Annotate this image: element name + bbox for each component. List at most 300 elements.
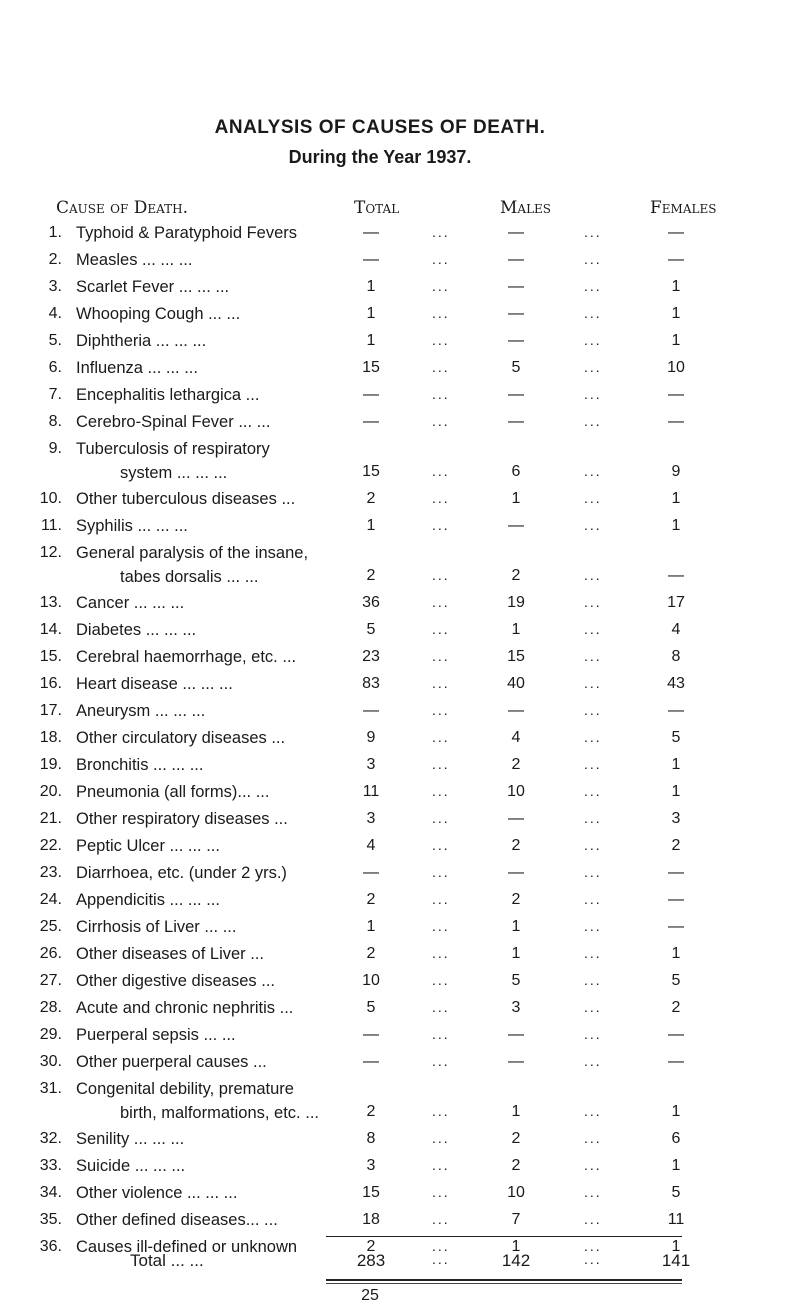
total-value: 5	[366, 999, 376, 1016]
cause-text: Cancer ... ... ...	[76, 594, 185, 612]
females-value: 1	[671, 517, 681, 534]
dot-leader: ...	[584, 918, 602, 934]
dot-leader: ...	[584, 972, 602, 988]
row-number: 35.	[39, 1211, 62, 1228]
total-value: 1	[366, 332, 376, 349]
dot-leader: ...	[584, 278, 602, 294]
cause-text: Syphilis ... ... ...	[76, 517, 188, 535]
row-number: 11.	[40, 517, 62, 534]
dot-leader: ...	[432, 386, 450, 402]
cause-label	[76, 224, 376, 243]
males-value: 5	[511, 359, 521, 376]
cause-label	[76, 702, 376, 721]
dot-leader: ...	[584, 675, 602, 691]
row-number: 30.	[39, 1053, 62, 1070]
row-number: 20.	[39, 783, 62, 800]
table-row	[0, 515, 800, 542]
cause-text: Peptic Ulcer ... ... ...	[76, 837, 220, 855]
cause-text: Other respiratory diseases ...	[76, 810, 288, 828]
cause-text: Cerebro-Spinal Fever ... ...	[76, 413, 271, 431]
total-value: 15	[362, 1184, 380, 1201]
males-value: —	[508, 702, 524, 719]
cause-text: General paralysis of the insane,	[76, 544, 309, 562]
dot-leader: ...	[584, 729, 602, 745]
dot-leader: ...	[432, 621, 450, 637]
row-number: 25.	[39, 918, 62, 935]
males-value: 2	[511, 756, 521, 773]
males-value: —	[508, 278, 524, 295]
dot-leader: ...	[584, 891, 602, 907]
table-row	[0, 673, 800, 700]
females-value: 1	[671, 1238, 681, 1255]
table-row	[0, 330, 800, 357]
dot-leader: ...	[584, 1211, 602, 1227]
cause-label	[76, 972, 376, 991]
dot-leader: ...	[432, 729, 450, 745]
females-value: —	[668, 918, 684, 935]
cause-label	[76, 1130, 376, 1149]
cause-text: Cerebral haemorrhage, etc. ...	[76, 648, 297, 666]
females-value: 1	[671, 1157, 681, 1174]
table-row	[0, 438, 800, 488]
cause-text: Diphtheria ... ... ...	[76, 332, 207, 350]
total-value: 5	[366, 621, 376, 638]
total-value: 9	[366, 729, 376, 746]
total-males: 142	[501, 1251, 531, 1270]
row-number: 21.	[39, 810, 62, 827]
females-value: 3	[671, 810, 681, 827]
row-number: 29.	[39, 1026, 62, 1043]
table-row	[0, 357, 800, 384]
cause-label	[76, 999, 376, 1018]
row-number: 12.	[39, 544, 62, 561]
females-value: 1	[671, 332, 681, 349]
dot-leader: ...	[432, 675, 450, 691]
males-value: —	[508, 251, 524, 268]
cause-text: Scarlet Fever ... ... ...	[76, 278, 230, 296]
cause-label	[76, 1184, 376, 1203]
females-value: 2	[671, 999, 681, 1016]
males-value: 2	[511, 891, 521, 908]
females-value: 1	[671, 278, 681, 295]
females-value: 2	[671, 837, 681, 854]
dot-leader: ...	[584, 648, 602, 664]
dot-leader: ...	[584, 810, 602, 826]
row-number: 1.	[48, 224, 62, 241]
total-rule-top	[326, 1236, 682, 1237]
dot-leader: ...	[432, 305, 450, 321]
cause-text: Whooping Cough ... ...	[76, 305, 241, 323]
dot-leader: ...	[432, 1103, 450, 1119]
cause-text: Other puerperal causes ...	[76, 1053, 267, 1071]
cause-text: Acute and chronic nephritis ...	[76, 999, 294, 1017]
dot-leader: ...	[584, 1157, 602, 1173]
table-row	[0, 808, 800, 835]
cause-label	[76, 783, 376, 802]
page-title: ANALYSIS OF CAUSES OF DEATH.	[214, 117, 546, 138]
males-value: 1	[511, 918, 521, 935]
row-number: 23.	[39, 864, 62, 881]
header-females: Females	[650, 198, 717, 218]
total-females: 141	[661, 1251, 691, 1270]
males-value: —	[508, 305, 524, 322]
dot-leader: ...	[432, 1157, 450, 1173]
females-value: 1	[671, 945, 681, 962]
cause-text: Bronchitis ... ... ...	[76, 756, 204, 774]
dot-leader: ...	[584, 359, 602, 375]
cause-label	[76, 621, 376, 640]
males-value: 1	[511, 1103, 521, 1120]
males-value: —	[508, 224, 524, 241]
dot-leader: ...	[584, 251, 602, 267]
dot-leader: ...	[432, 810, 450, 826]
cause-text: Puerperal sepsis ... ...	[76, 1026, 236, 1044]
females-value: —	[668, 413, 684, 430]
cause-text: Other circulatory diseases ...	[76, 729, 286, 747]
dot-leader: ...	[432, 1211, 450, 1227]
cause-text: Other tuberculous diseases ...	[76, 490, 296, 508]
dot-leader: ...	[584, 1184, 602, 1200]
males-value: 2	[511, 567, 521, 584]
header-total: Total	[354, 198, 400, 218]
table-row	[0, 835, 800, 862]
dot-leader: ...	[584, 783, 602, 799]
cause-label	[76, 1053, 376, 1072]
table-row	[0, 303, 800, 330]
table-row	[0, 592, 800, 619]
dot-leader: ...	[584, 621, 602, 637]
males-value: —	[508, 517, 524, 534]
females-value: 1	[671, 490, 681, 507]
cause-text: Measles ... ... ...	[76, 251, 193, 269]
cause-text-continued: system ... ... ...	[120, 464, 228, 482]
row-number: 10.	[39, 490, 62, 507]
causes-table	[0, 222, 800, 1263]
males-value: 15	[507, 648, 525, 665]
dot-leader: ...	[584, 567, 602, 583]
row-number: 22.	[39, 837, 62, 854]
table-row	[0, 997, 800, 1024]
dot-leader: ...	[584, 864, 602, 880]
row-number: 31.	[39, 1080, 62, 1097]
dot-leader: ...	[432, 1130, 450, 1146]
dot-leader: ...	[432, 251, 450, 267]
females-value: 43	[667, 675, 685, 692]
header-cause: Cause of Death.	[56, 198, 189, 218]
row-number: 13.	[39, 594, 62, 611]
dot-leader: ...	[584, 413, 602, 429]
dot-leader: ...	[584, 305, 602, 321]
total-value: 83	[362, 675, 380, 692]
dot-leader: ...	[432, 1026, 450, 1042]
dot-leader: ...	[432, 1053, 450, 1069]
dot-leader: ...	[432, 783, 450, 799]
dot-leader: ...	[584, 837, 602, 853]
total-value: 1	[366, 305, 376, 322]
cause-text: Encephalitis lethargica ...	[76, 386, 260, 404]
row-number: 15.	[39, 648, 62, 665]
females-value: 5	[671, 972, 681, 989]
total-value: 15	[362, 359, 380, 376]
dot-leader: ...	[432, 490, 450, 506]
dot-leader: ...	[584, 594, 602, 610]
cause-text-continued: birth, malformations, etc. ...	[120, 1104, 319, 1122]
males-value: 2	[511, 1157, 521, 1174]
total-value: 2	[366, 567, 376, 584]
dot-leader: ...	[584, 702, 602, 718]
males-value: —	[508, 332, 524, 349]
males-value: —	[508, 413, 524, 430]
males-value: 1	[511, 490, 521, 507]
cause-label	[76, 1026, 376, 1045]
cause-text: Causes ill-defined or unknown	[76, 1238, 298, 1256]
dot-leader: ...	[584, 463, 602, 479]
table-row	[0, 488, 800, 515]
total-value: 23	[362, 648, 380, 665]
dot-leader: ...	[432, 918, 450, 934]
cause-label	[76, 945, 376, 964]
dot-leader: ...	[432, 999, 450, 1015]
total-value: 2	[366, 1238, 376, 1255]
cause-label	[76, 278, 376, 297]
row-number: 24.	[39, 891, 62, 908]
table-row	[0, 542, 800, 592]
dot-leader: ...	[432, 332, 450, 348]
total-value: —	[363, 864, 379, 881]
row-number: 14.	[39, 621, 62, 638]
cause-label	[76, 251, 376, 270]
cause-text: Diabetes ... ... ...	[76, 621, 197, 639]
dot-leader: ...	[584, 1053, 602, 1069]
females-value: —	[668, 567, 684, 584]
females-value: —	[668, 864, 684, 881]
row-number: 9.	[48, 440, 62, 457]
cause-label	[76, 440, 376, 483]
total-value: 36	[362, 594, 380, 611]
dot-leader: ...	[432, 1238, 450, 1254]
table-row	[0, 1051, 800, 1078]
table-row	[0, 411, 800, 438]
cause-text: Senility ... ... ...	[76, 1130, 185, 1148]
row-number: 8.	[48, 413, 62, 430]
total-value: —	[363, 386, 379, 403]
row-number: 3.	[48, 278, 62, 295]
males-value: 5	[511, 972, 521, 989]
dot-leader: ...	[432, 359, 450, 375]
dot-leader: ...	[432, 567, 450, 583]
row-number: 33.	[39, 1157, 62, 1174]
males-value: —	[508, 1026, 524, 1043]
dot-leader: ...	[584, 1026, 602, 1042]
dot-leader: ...	[432, 594, 450, 610]
cause-label	[76, 490, 376, 509]
table-row	[0, 249, 800, 276]
dot-leader: ...	[432, 945, 450, 961]
table-row	[0, 276, 800, 303]
dot-leader: ...	[584, 490, 602, 506]
total-value: 2	[366, 490, 376, 507]
males-value: 10	[507, 783, 525, 800]
dot-leader: ...	[432, 413, 450, 429]
females-value: —	[668, 251, 684, 268]
row-number: 27.	[39, 972, 62, 989]
page-number: 25	[361, 1287, 379, 1304]
row-number: 2.	[48, 251, 62, 268]
total-row	[0, 1251, 800, 1279]
males-value: 2	[511, 837, 521, 854]
total-value: 18	[362, 1211, 380, 1228]
table-row	[0, 1182, 800, 1209]
dot-leader: ...	[432, 648, 450, 664]
table-row	[0, 700, 800, 727]
females-value: 1	[671, 756, 681, 773]
females-value: —	[668, 891, 684, 908]
males-value: 7	[511, 1211, 521, 1228]
cause-label	[76, 918, 376, 937]
dot-leader: ...	[584, 1238, 602, 1254]
cause-text: Diarrhoea, etc. (under 2 yrs.)	[76, 864, 287, 882]
cause-label	[76, 332, 376, 351]
row-number: 26.	[39, 945, 62, 962]
total-value: —	[363, 251, 379, 268]
cause-label	[76, 413, 376, 432]
row-number: 7.	[48, 386, 62, 403]
table-row	[0, 646, 800, 673]
dot-leader: ...	[432, 891, 450, 907]
table-row	[0, 1128, 800, 1155]
females-value: 17	[667, 594, 685, 611]
row-number: 28.	[39, 999, 62, 1016]
row-number: 6.	[48, 359, 62, 376]
table-row	[0, 1155, 800, 1182]
total-value: 1	[366, 918, 376, 935]
table-row	[0, 384, 800, 411]
males-value: 2	[511, 1130, 521, 1147]
females-value: 1	[671, 305, 681, 322]
females-value: —	[668, 1053, 684, 1070]
males-value: 3	[511, 999, 521, 1016]
males-value: —	[508, 810, 524, 827]
females-value: —	[668, 702, 684, 719]
dot-leader: ...	[432, 972, 450, 988]
dot-leader: ...	[584, 756, 602, 772]
table-row	[0, 727, 800, 754]
total-value: —	[363, 1053, 379, 1070]
females-value: 1	[671, 1103, 681, 1120]
total-value: 15	[362, 463, 380, 480]
females-value: —	[668, 386, 684, 403]
header-males: Males	[500, 198, 552, 218]
total-value: 4	[366, 837, 376, 854]
cause-text: Other diseases of Liver ...	[76, 945, 265, 963]
cause-text: Other digestive diseases ...	[76, 972, 276, 990]
dot-leader: ...	[432, 1251, 450, 1267]
total-value: 1	[366, 278, 376, 295]
males-value: 1	[511, 1238, 521, 1255]
table-row	[0, 943, 800, 970]
dot-leader: ...	[432, 702, 450, 718]
row-number: 18.	[39, 729, 62, 746]
table-row	[0, 889, 800, 916]
total-value: —	[363, 1026, 379, 1043]
total-value: —	[363, 702, 379, 719]
total-rule-bottom	[326, 1279, 682, 1281]
cause-label	[76, 675, 376, 694]
females-value: 5	[671, 729, 681, 746]
table-row	[0, 1078, 800, 1128]
dot-leader: ...	[432, 517, 450, 533]
row-number: 34.	[39, 1184, 62, 1201]
dot-leader: ...	[432, 463, 450, 479]
cause-text: Tuberculosis of respiratory	[76, 440, 270, 458]
males-value: 6	[511, 463, 521, 480]
total-value: —	[363, 413, 379, 430]
cause-label	[76, 594, 376, 613]
dot-leader: ...	[584, 999, 602, 1015]
cause-text: Typhoid & Paratyphoid Fevers	[76, 224, 298, 242]
females-value: 5	[671, 1184, 681, 1201]
total-value: —	[363, 224, 379, 241]
row-number: 4.	[48, 305, 62, 322]
males-value: —	[508, 1053, 524, 1070]
cause-text: Heart disease ... ... ...	[76, 675, 233, 693]
total-rule-bottom-thin	[326, 1283, 682, 1284]
cause-text: Congenital debility, premature	[76, 1080, 294, 1098]
table-row	[0, 916, 800, 943]
cause-text-continued: tabes dorsalis ... ...	[120, 568, 259, 586]
dot-leader: ...	[584, 332, 602, 348]
females-value: 10	[667, 359, 685, 376]
males-value: 1	[511, 945, 521, 962]
dot-leader: ...	[584, 1130, 602, 1146]
cause-label	[76, 359, 376, 378]
males-value: 4	[511, 729, 521, 746]
total-value: 1	[366, 517, 376, 534]
cause-text: Other defined diseases... ...	[76, 1211, 278, 1229]
table-row	[0, 1209, 800, 1236]
cause-label	[76, 1157, 376, 1176]
page-subtitle: During the Year 1937.	[288, 147, 472, 167]
total-value: 2	[366, 945, 376, 962]
dot-leader: ...	[432, 1184, 450, 1200]
cause-label	[76, 729, 376, 748]
table-row	[0, 754, 800, 781]
cause-text: Influenza ... ... ...	[76, 359, 198, 377]
females-value: 9	[671, 463, 681, 480]
males-value: 40	[507, 675, 525, 692]
cause-label	[76, 386, 376, 405]
total-all: 283	[356, 1251, 386, 1270]
females-value: 11	[667, 1211, 685, 1228]
row-number: 16.	[39, 675, 62, 692]
total-value: 3	[366, 810, 376, 827]
cause-label	[76, 756, 376, 775]
cause-label	[76, 810, 376, 829]
females-value: 1	[671, 783, 681, 800]
females-value: —	[668, 224, 684, 241]
table-row	[0, 619, 800, 646]
table-row	[0, 970, 800, 997]
cause-label	[76, 837, 376, 856]
row-number: 5.	[48, 332, 62, 349]
cause-label	[76, 305, 376, 324]
total-value: 3	[366, 1157, 376, 1174]
row-number: 36.	[39, 1238, 62, 1255]
total-value: 8	[366, 1130, 376, 1147]
table-row	[0, 862, 800, 889]
row-number: 19.	[39, 756, 62, 773]
total-value: 2	[366, 891, 376, 908]
